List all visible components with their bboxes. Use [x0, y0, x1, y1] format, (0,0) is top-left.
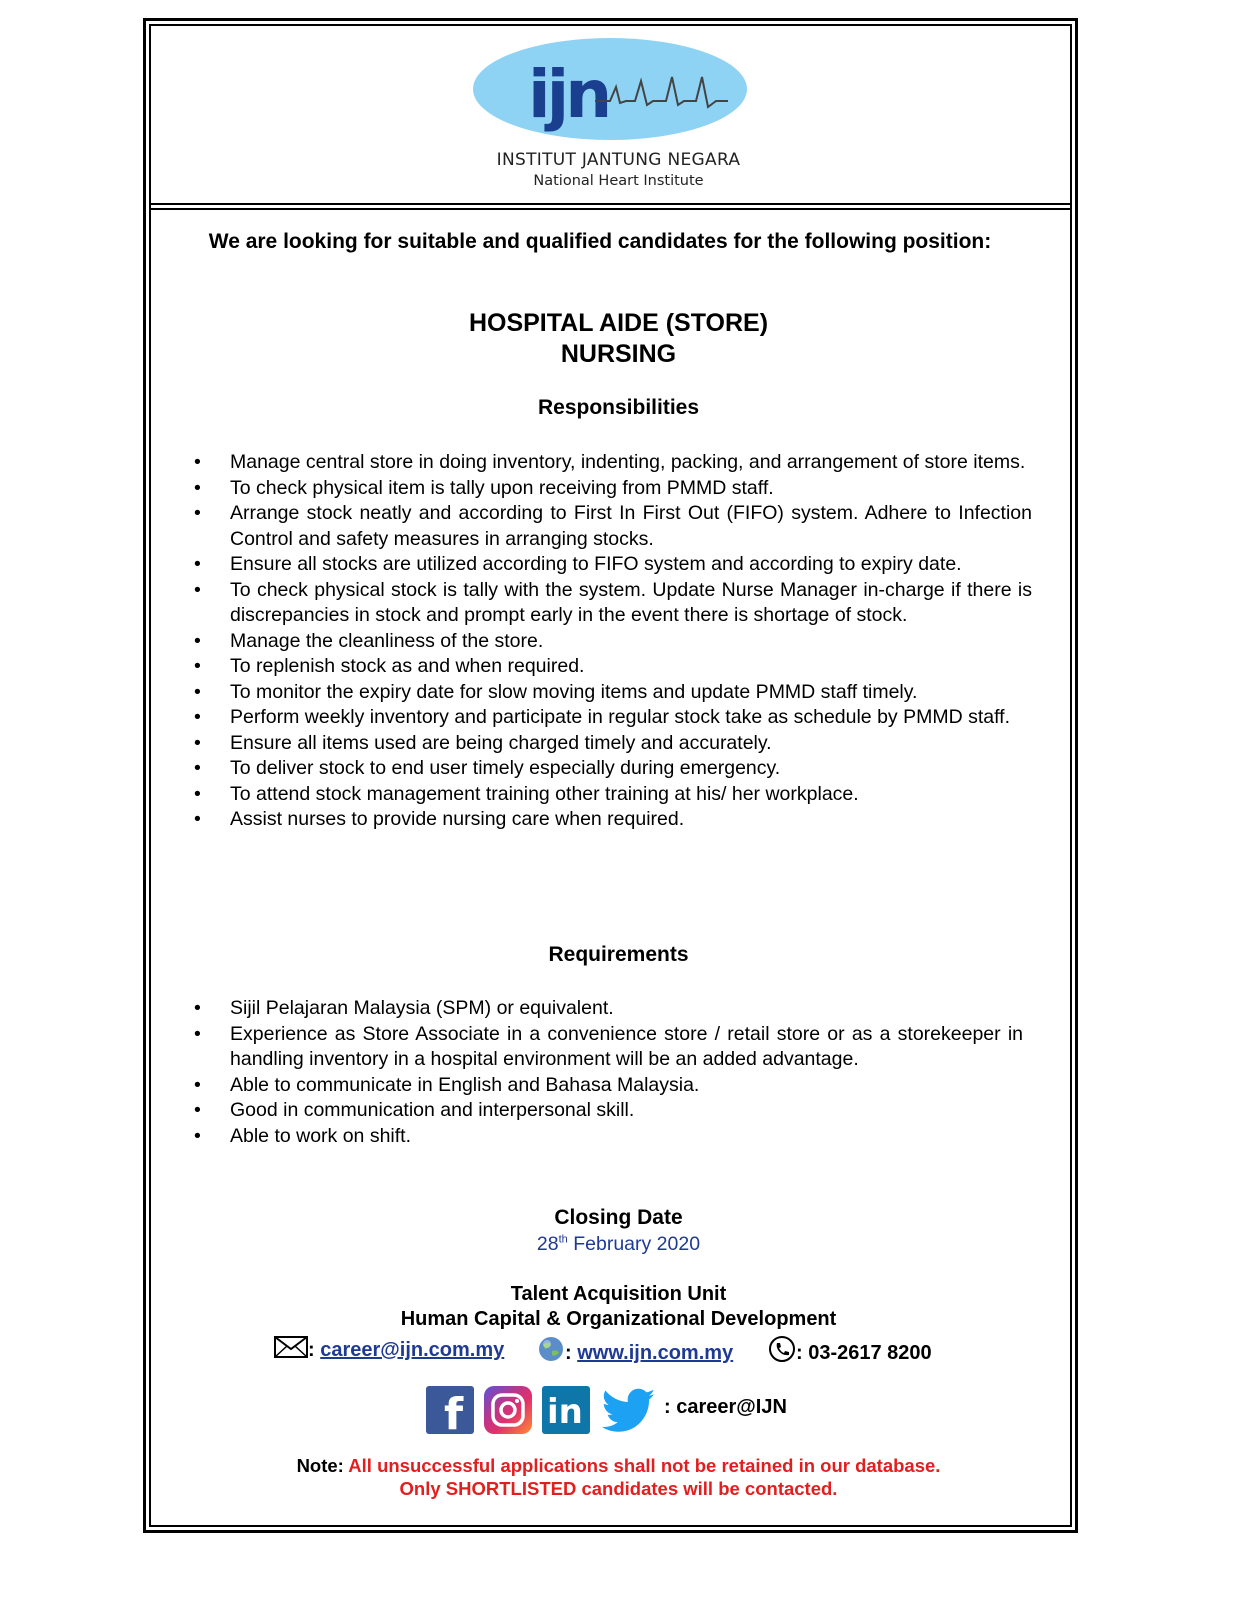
list-item: • Manage the cleanliness of the store.: [192, 629, 1032, 655]
list-item: • To check physical item is tally upon receiving from PMMD staff.: [192, 476, 1032, 502]
ijn-logo: [470, 37, 750, 142]
list-item: • Arrange stock neatly and according to First In First Out (FIFO) system. Adhere to Infection Control and safety measures in arranging stocks.: [192, 501, 1032, 552]
list-item: • Ensure all items used are being charged timely and accurately.: [192, 731, 1032, 757]
list-item: • Experience as Store Associate in a convenience store / retail store or as a storekeeper in handling inventory in a hospital environment will be an added advantage.: [192, 1022, 1023, 1073]
org-subtitle: National Heart Institute: [533, 173, 704, 189]
list-item: • To check physical stock is tally with the system. Update Nurse Manager in-charge if there is discrepancies in stock and prompt early in the event there is shortage of stock.: [192, 578, 1032, 629]
responsibilities-heading: Responsibilities: [537, 396, 700, 419]
list-item: • To deliver stock to end user timely especially during emergency.: [192, 756, 1032, 782]
department-name: Human Capital & Organizational Development: [400, 1308, 837, 1330]
contact-row: [0, 1336, 1237, 1366]
intro-text: We are looking for suitable and qualified candidates for the following position:: [208, 230, 992, 253]
website-link[interactable]: www.ijn.com.my: [577, 1342, 734, 1364]
list-item: • To monitor the expiry date for slow moving items and update PMMD staff timely.: [192, 680, 1032, 706]
closing-date-value: 28th February 2020: [536, 1233, 701, 1255]
requirements-list: [192, 996, 1023, 1149]
list-item: • Assist nurses to provide nursing care when required.: [192, 807, 1032, 833]
position-title: HOSPITAL AIDE (STORE): [468, 309, 769, 337]
instagram-icon[interactable]: [484, 1386, 532, 1434]
email-contact: : career@ijn.com.my: [274, 1336, 504, 1362]
org-name: INSTITUT JANTUNG NEGARA: [496, 150, 741, 170]
header-divider-2: [149, 208, 1072, 210]
social-handle: : career@IJN: [664, 1396, 787, 1418]
note-line-2: Only SHORTLISTED candidates will be contacted.: [399, 1478, 838, 1499]
website-contact: : www.ijn.com.my: [537, 1336, 733, 1365]
list-item: • Perform weekly inventory and participate in regular stock take as schedule by PMMD staff.: [192, 705, 1032, 731]
header-divider: [149, 203, 1072, 205]
list-item: • Sijil Pelajaran Malaysia (SPM) or equivalent.: [192, 996, 1023, 1022]
responsibilities-list: [192, 450, 1032, 833]
list-item: • Able to work on shift.: [192, 1124, 1023, 1150]
list-item: • To replenish stock as and when required.: [192, 654, 1032, 680]
position-department: NURSING: [560, 340, 677, 368]
closing-date-heading: Closing Date: [554, 1206, 683, 1229]
requirements-heading: Requirements: [548, 943, 689, 966]
linkedin-icon[interactable]: in: [542, 1386, 590, 1434]
unit-name: Talent Acquisition Unit: [510, 1283, 727, 1305]
logo-text: ijn: [528, 56, 609, 133]
phone-contact: : 03-2617 8200: [768, 1336, 932, 1365]
globe-icon: [537, 1336, 565, 1362]
list-item: • Ensure all stocks are utilized according to FIFO system and according to expiry date.: [192, 552, 1032, 578]
email-link[interactable]: career@ijn.com.my: [320, 1339, 505, 1361]
envelope-icon: [274, 1336, 308, 1358]
list-item: • Good in communication and interpersonal skill.: [192, 1098, 1023, 1124]
list-item: • To attend stock management training other training at his/ her workplace.: [192, 782, 1032, 808]
facebook-icon[interactable]: f: [426, 1386, 474, 1434]
note-line-1: Note: All unsuccessful applications shall not be retained in our database.: [296, 1455, 941, 1476]
list-item: • Able to communicate in English and Bahasa Malaysia.: [192, 1073, 1023, 1099]
list-item: • Manage central store in doing inventory, indenting, packing, and arrangement of store items.: [192, 450, 1032, 476]
phone-icon: [768, 1336, 796, 1362]
twitter-icon[interactable]: [602, 1388, 656, 1434]
